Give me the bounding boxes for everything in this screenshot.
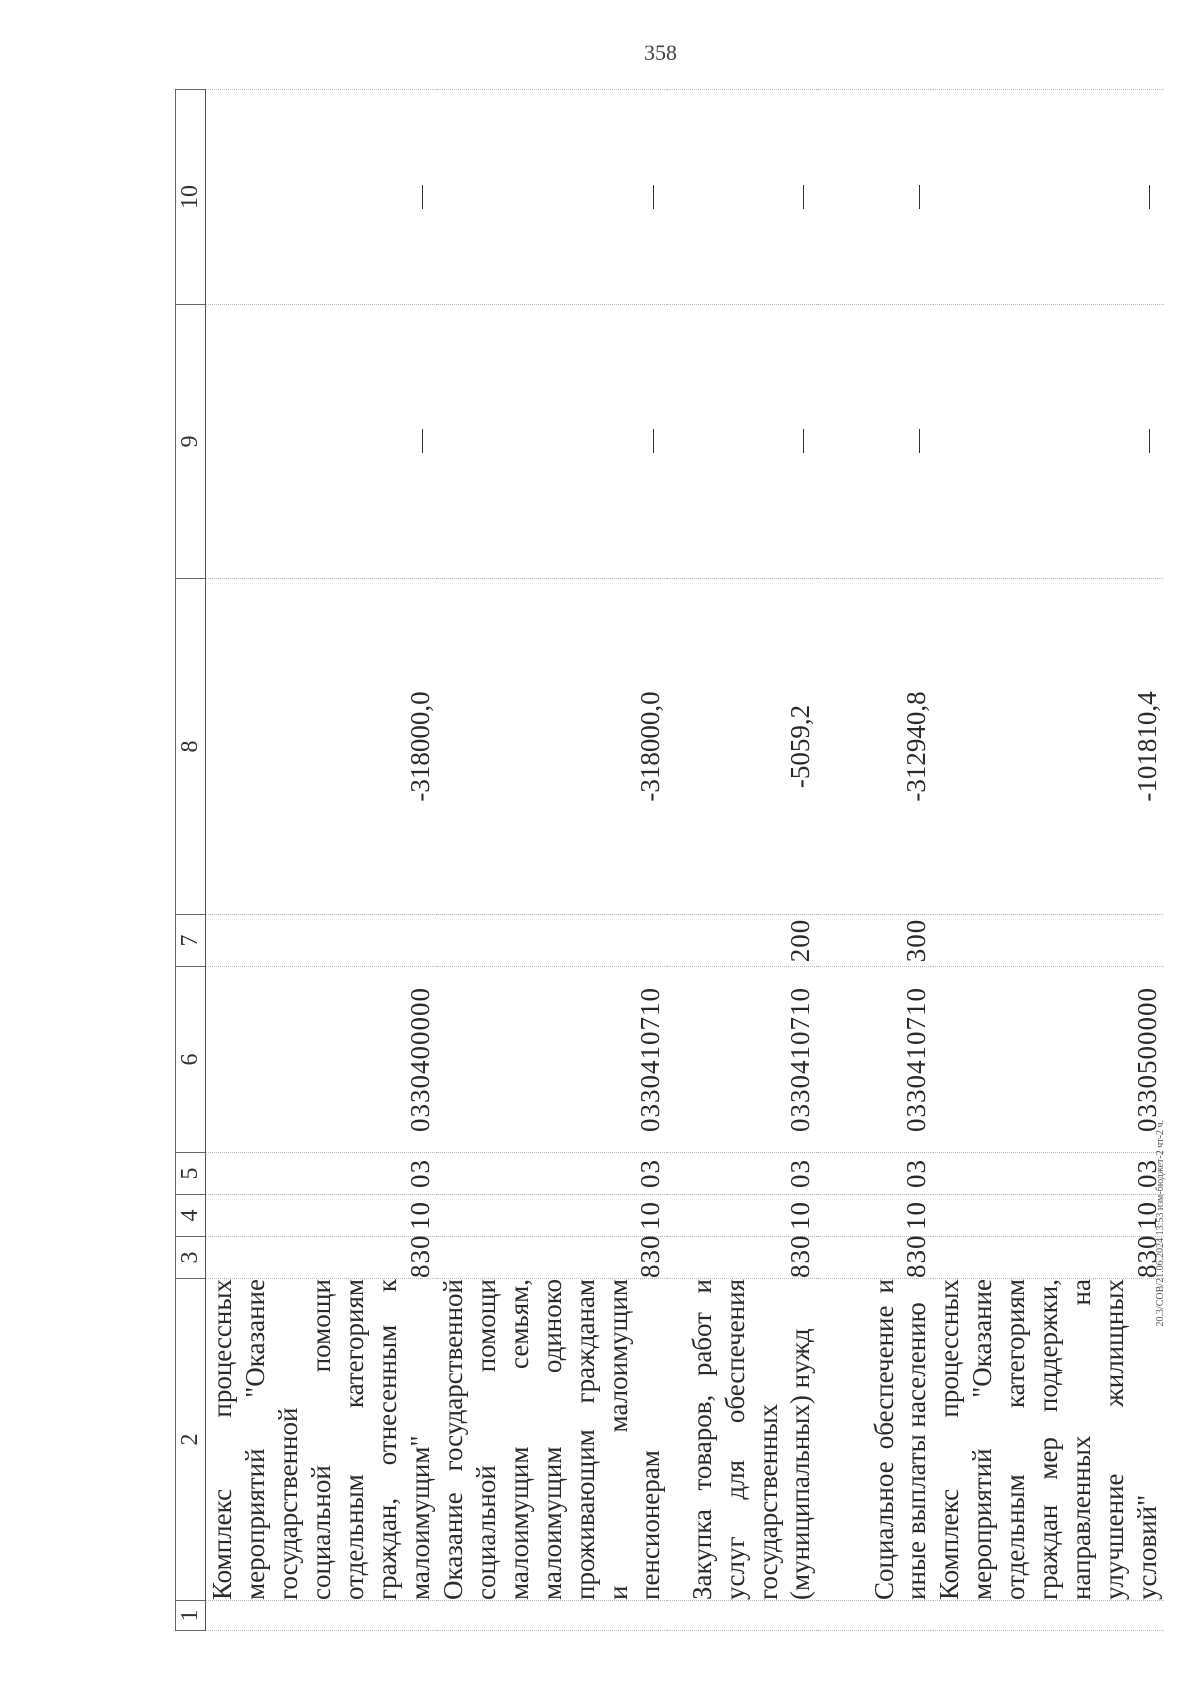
cell-code: 830 [437, 1237, 668, 1279]
cell-dash [933, 305, 1164, 579]
column-header: 1 [176, 1601, 206, 1631]
dash-mark [803, 430, 804, 454]
row-name: Комплекс процессных мероприятий "Оказание отдельным категориям граждан мер поддержки, направленных на улучшение жилищных условий" [934, 1279, 1163, 1600]
cell-expense-type [933, 915, 1164, 967]
cell-expense-type [437, 915, 668, 967]
cell-dash [667, 305, 817, 579]
cell-subsection: 03 [206, 1153, 437, 1195]
cell-section: 10 [667, 1195, 817, 1237]
cell-dash [206, 90, 437, 305]
cell-amount: -5059,2 [667, 579, 817, 915]
cell-expense-type: 200 [667, 915, 817, 967]
cell-dash [817, 90, 933, 305]
header-row [176, 90, 206, 1631]
dash-mark [422, 430, 423, 454]
footer-stamp: 20.3/СОВ/21.06.2024 13:53 изм-бюджет-2 чт-2 ч. [1155, 1120, 1166, 1327]
page-number: 358 [644, 40, 677, 65]
column-header: 8 [176, 579, 206, 915]
budget-table [175, 89, 1164, 1631]
cell-subsection: 03 [817, 1153, 933, 1195]
cell-section: 10 [206, 1195, 437, 1237]
column-header: 4 [176, 1195, 206, 1237]
column-header: 5 [176, 1153, 206, 1195]
cell-empty [667, 1601, 817, 1631]
cell-target: 0330410710 [817, 967, 933, 1153]
cell-subsection: 03 [933, 1153, 1164, 1195]
dash-mark [1149, 430, 1150, 454]
row-name: Закупка товаров, работ и услуг для обеспечения государственных (муниципальных) нужд [667, 1279, 817, 1601]
cell-dash [817, 305, 933, 579]
dash-mark [653, 185, 654, 209]
cell-target: 0330410710 [667, 967, 817, 1153]
dash-mark [422, 185, 423, 209]
dash-mark [919, 185, 920, 209]
dash-mark [803, 185, 804, 209]
cell-section: 10 [437, 1195, 668, 1237]
cell-expense-type: 300 [817, 915, 933, 967]
cell-target: 0330500000 [933, 967, 1164, 1153]
cell-section: 10 [933, 1195, 1164, 1237]
table-row [437, 90, 668, 1631]
cell-code: 830 [933, 1237, 1164, 1279]
table-row [933, 90, 1164, 1631]
cell-target: 0330410710 [437, 967, 668, 1153]
table-row [817, 90, 933, 1631]
cell-amount: -318000,0 [437, 579, 668, 915]
column-header: 2 [176, 1279, 206, 1601]
cell-amount: -312940,8 [817, 579, 933, 915]
table-row [206, 90, 437, 1631]
cell-code: 830 [667, 1237, 817, 1279]
dash-mark [653, 430, 654, 454]
cell-empty [933, 1601, 1164, 1631]
cell-dash [437, 305, 668, 579]
row-name: Оказание государственной социальной помощи малоимущим семьям, малоимущим одиноко проживающим гражданам и малоимущим пенсионерам [437, 1279, 666, 1600]
cell-empty [437, 1601, 668, 1631]
cell-dash [933, 90, 1164, 305]
cell-empty [206, 1601, 437, 1631]
column-header: 10 [176, 90, 206, 305]
cell-target: 0330400000 [206, 967, 437, 1153]
cell-expense-type [206, 915, 437, 967]
table-row [667, 90, 817, 1631]
column-header: 7 [176, 915, 206, 967]
row-name: Социальное обеспечение и иные выплаты населению [817, 1279, 933, 1601]
cell-empty [817, 1601, 933, 1631]
column-header: 3 [176, 1237, 206, 1279]
cell-dash [667, 90, 817, 305]
cell-section: 10 [817, 1195, 933, 1237]
cell-subsection: 03 [667, 1153, 817, 1195]
column-header: 9 [176, 305, 206, 579]
cell-subsection: 03 [437, 1153, 668, 1195]
cell-dash [206, 305, 437, 579]
cell-dash [437, 90, 668, 305]
dash-mark [1149, 185, 1150, 209]
row-name: Комплекс процессных мероприятий "Оказание государственной социальной помощи отдельным категориям граждан, отнесенным к малоимущим" [207, 1279, 435, 1600]
dash-mark [919, 430, 920, 454]
cell-code: 830 [206, 1237, 437, 1279]
column-header: 6 [176, 967, 206, 1153]
cell-amount: -101810,4 [933, 579, 1164, 915]
cell-code: 830 [817, 1237, 933, 1279]
cell-amount: -318000,0 [206, 579, 437, 915]
